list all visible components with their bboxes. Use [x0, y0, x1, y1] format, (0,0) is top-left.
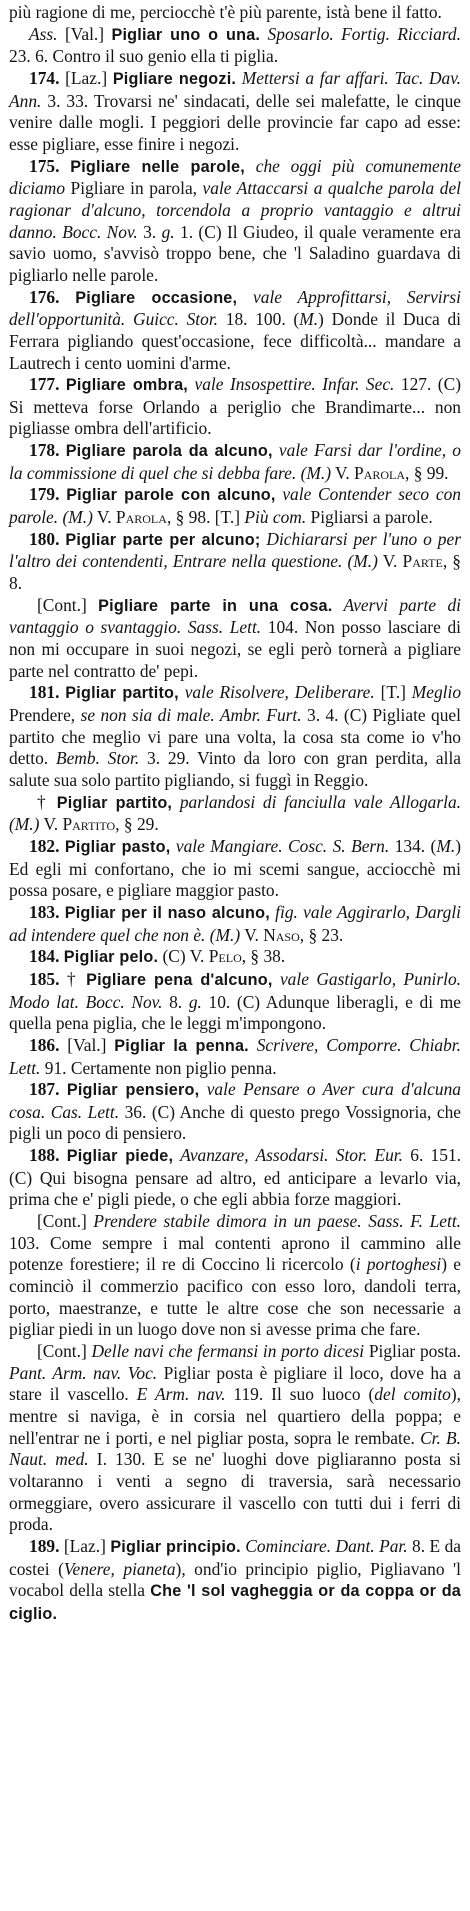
- entry-number: 180.: [29, 528, 60, 549]
- entry-text: Pigliare in parola,: [65, 178, 198, 199]
- entry-text: [Cont.]: [37, 1341, 92, 1362]
- italic-text: che oggi più comunemente diciamo: [9, 155, 461, 199]
- headword: Pigliare ombra,: [65, 376, 189, 395]
- entry-text: 6. 151. (C) Qui bisogna pensare ad altro, ed anticipare a levarlo via, prima che e' pigli piede, o che egli abbia forze maggiori.: [9, 1145, 461, 1210]
- entry-text: 3.: [137, 221, 162, 242]
- entry-text: (C) V.: [158, 946, 209, 967]
- entry-text: Pigliar posta è pigliare il loco, dove ha a stare il vascello.: [9, 1362, 462, 1405]
- entry-text: Pigliarsi a parole.: [306, 507, 433, 528]
- entry-text: [59, 287, 75, 307]
- entry-paragraph: [9, 1536, 461, 1626]
- entry-paragraph: [9, 484, 461, 528]
- entry-text: 127. (C) Si metteva forse Orlando a periglio che Brandimarte... non pigliasse ombra dell'artificio.: [9, 374, 461, 439]
- entry-paragraph: [9, 68, 461, 156]
- entry-paragraph: [9, 969, 461, 1035]
- entry-text: V.: [39, 814, 63, 835]
- headword: Che 'l sol vagheggia or da coppa or da ciglio.: [9, 1582, 461, 1623]
- italic-text: parlandosi di fanciulla vale Allogarla. (M.): [9, 791, 462, 835]
- entry-paragraph: [9, 836, 461, 902]
- italic-text: Più com.: [244, 507, 307, 528]
- headword: Pigliar uno o una.: [111, 25, 261, 44]
- entry-number: 183.: [29, 901, 60, 922]
- entry-number: 185.: [29, 968, 60, 989]
- entry-text: ) e cominciò il commerzio pacifico con esso loro, dandoli terra, porto, maestranze, e tutte le altre cose che son necessarie a pigliar piedi in un luogo dove non si avesse prima che fare.: [9, 1254, 462, 1340]
- entry-text: [Laz.]: [59, 1535, 111, 1556]
- entry-number: 189.: [29, 1535, 60, 1556]
- entry-number: 188.: [29, 1145, 60, 1166]
- entry-paragraph: [9, 792, 461, 836]
- entry-number: 178.: [29, 440, 60, 461]
- entry-text: ), mentre si naviga, è in corsia nel quartiero della poppa; e nell'entrar ne i porti, e nel pigliar posta, sopra le rembate.: [9, 1384, 461, 1448]
- entry-number: 176.: [29, 286, 60, 307]
- entry-paragraph: [9, 1079, 461, 1145]
- italic-text: fig. vale Aggirarlo, Dargli ad intendere quel che non è. (M.): [9, 901, 462, 945]
- italic-text: Delle navi che fermansi in porto dicesi: [91, 1341, 365, 1362]
- entry-text: 1. (C) Il Giudeo, il quale veramente era savio uomo, s'avvisò troppo bene, che 'l Saladino guardava di pigliarlo nelle parole.: [9, 221, 462, 285]
- entry-text: [Cont.]: [37, 1211, 94, 1232]
- headword: Pigliar pasto,: [64, 837, 171, 856]
- entry-paragraph: [9, 529, 461, 595]
- headword: Pigliar partito,: [65, 684, 179, 703]
- entry-text: , § 8.: [9, 551, 461, 594]
- entry-text: 3. 33. Trovarsi ne' sindacati, delle sei malefatte, le cinque venire dalle mogli. I peggiori delle provincie far capo ad esse: esse pigliare, esse finire i negozi.: [9, 90, 461, 154]
- entry-paragraph: [9, 902, 461, 946]
- entry-paragraph: [9, 1035, 461, 1079]
- entry-text: 10. (C) Adunque liberagli, e di me quella pena piglia, che le leggi m'impongono.: [9, 991, 461, 1034]
- entry-paragraph: [9, 682, 461, 791]
- entry-paragraph: [9, 1341, 461, 1536]
- entry-text: 3. 29. Vinto da loro con gran perdita, alla salute sua solo partito pigliando, si fuggì in Reggio.: [9, 748, 461, 790]
- entry-number: 175.: [29, 155, 60, 176]
- italic-text: M.: [299, 309, 319, 330]
- entry-text: , § 38.: [241, 946, 286, 967]
- entry-number: 177.: [29, 374, 60, 395]
- cross-reference: Partito: [62, 814, 116, 835]
- italic-text: vale Insospettire. Infar. Sec.: [188, 374, 395, 395]
- entry-text: V.: [330, 462, 355, 483]
- entry-text: †: [37, 791, 57, 812]
- entry-text: [59, 1079, 66, 1099]
- entry-text: [T.]: [374, 682, 412, 703]
- headword: Pigliare parola da alcuno,: [65, 442, 273, 461]
- italic-text: vale Pensare o Aver cura d'alcuna cosa. Cas. Lett.: [9, 1079, 461, 1122]
- entry-text: 103. Come sempre i mal contenti aprono il cammino alle potenze forestiere; il re di Coccino li ricercolo (: [9, 1232, 461, 1275]
- entry-text: 134. (: [389, 835, 437, 856]
- headword: Pigliare parte in una cosa.: [98, 596, 333, 615]
- headword: Pigliar parte per alcuno;: [65, 530, 261, 549]
- entry-text: ), ond'io principio piglio, Pigliavano 'l vocabol della stella: [9, 1558, 461, 1601]
- entry-text: , § 99.: [405, 462, 449, 483]
- italic-text: Cr. B. Naut. med.: [9, 1427, 461, 1470]
- entry-text: 23. 6. Contro il suo genio ella ti piglia.: [9, 46, 279, 67]
- cross-reference: Parola: [354, 462, 406, 483]
- italic-text: Mettersi a far affari. Tac. Dav. Ann.: [9, 67, 462, 111]
- headword: Pigliare negozi.: [112, 69, 237, 88]
- entry-text: , § 98. [T.]: [166, 507, 245, 528]
- italic-text: Venere, pianeta: [63, 1558, 176, 1579]
- italic-text: vale Farsi dar l'ordine, o la commissione di quel che si debba fare. (M.): [9, 440, 462, 483]
- headword: Pigliar principio.: [110, 1537, 241, 1556]
- entry-paragraph: [9, 24, 461, 68]
- italic-text: Avervi parte di vantaggio o svantaggio. Sass. Lett.: [9, 594, 462, 638]
- entry-text: 119. Il suo luoco (: [225, 1384, 375, 1405]
- entry-text: V.: [240, 924, 264, 945]
- italic-text: Scrivere, Comporre. Chiabr. Lett.: [9, 1034, 461, 1078]
- entry-paragraph: [9, 946, 461, 969]
- italic-text: vale Risolvere, Deliberare.: [178, 682, 375, 703]
- entry-paragraph: [9, 1145, 461, 1211]
- entry-text: , § 23.: [299, 924, 344, 945]
- entry-text: più ragione di me, perciocchè t'è più parente, istà bene il fatto.: [9, 2, 442, 22]
- cross-reference: Pelo: [208, 946, 242, 967]
- italic-text: Cominciare. Dant. Par.: [240, 1535, 408, 1556]
- italic-text: se non sia di male. Ambr. Furt.: [80, 705, 302, 725]
- headword: Pigliar piede,: [66, 1147, 174, 1166]
- entry-paragraph: [9, 2, 461, 24]
- italic-text: vale Approfittarsi, Servirsi dell'opportunità. Guicc. Stor.: [9, 286, 461, 330]
- entry-number: 187.: [29, 1079, 60, 1100]
- cross-reference: Parola: [115, 507, 167, 528]
- entry-number: 174.: [29, 67, 60, 88]
- entry-number: 182.: [29, 835, 60, 856]
- headword: Pigliar per il naso alcuno,: [64, 903, 270, 922]
- italic-text: Prendere stabile dimora in un paese. Sass. F. Lett.: [93, 1211, 461, 1232]
- headword: Pigliar pensiero,: [66, 1081, 200, 1100]
- italic-text: vale Gastigarlo, Punirlo. Modo lat. Bocc. Nov.: [9, 968, 462, 1012]
- entry-text: Pigliar posta.: [364, 1341, 461, 1362]
- entry-text: 8. E da costei (: [9, 1535, 462, 1579]
- cross-reference: Naso: [263, 924, 300, 945]
- entry-text: [Val.]: [57, 23, 112, 44]
- headword: Pigliare occasione,: [75, 288, 238, 307]
- headword: Pigliar parole con alcuno,: [66, 486, 276, 505]
- italic-text: Ass.: [29, 23, 58, 44]
- headword: Pigliar la penna.: [114, 1036, 249, 1055]
- entry-text: [59, 156, 70, 176]
- entry-number: 179.: [29, 484, 60, 505]
- entry-text: 8.: [162, 991, 189, 1012]
- headword: Pigliare pena d'alcuno,: [86, 970, 273, 989]
- italic-text: g.: [161, 221, 175, 242]
- entry-text: V.: [377, 551, 403, 572]
- entry-text: [Laz.]: [59, 67, 113, 88]
- entry-text: 3. 4. (C) Pigliate quel partito che meglio vi pare una volta, la cosa sta come io v'ho detto.: [9, 705, 461, 769]
- italic-text: Bemb. Stor.: [55, 748, 140, 769]
- italic-text: vale Mangiare. Cosc. S. Bern.: [170, 835, 390, 856]
- entry-text: [Val.]: [59, 1034, 115, 1055]
- entry-paragraph: [9, 440, 461, 484]
- entry-text: ) Ed egli mi confortano, che io mi scemi sangue, acciocchè mi possa posare, e pigliare maggior pasto.: [9, 835, 461, 901]
- italic-text: Pant. Arm. nav. Voc.: [9, 1362, 158, 1383]
- italic-text: M.: [436, 835, 456, 856]
- entry-text: [Cont.]: [37, 594, 99, 615]
- headword: Pigliare nelle parole,: [70, 157, 245, 176]
- entry-paragraph: [9, 595, 461, 683]
- entry-text: 104. Non posso lasciare di non mi occupare in suoi negozi, se egli però tornerà a pigliare parte nel contratto de' pepi.: [9, 617, 461, 681]
- entry-number: 181.: [29, 682, 60, 703]
- italic-text: vale Contender seco con parole. (M.): [9, 484, 461, 528]
- entry-text: †: [59, 968, 87, 989]
- entry-number: 184.: [29, 946, 60, 967]
- entry-text: ) Donde il Duca di Ferrara pigliando quest'occasione, fece difficoltà... mandare a Lautrech i cento uomini d'arme.: [9, 309, 462, 373]
- entry-text: 36. (C) Anche di questo prego Vossignoria, che pigli un poco di pensiero.: [9, 1101, 461, 1144]
- headword: Pigliar partito,: [56, 793, 173, 812]
- entry-text: [59, 1145, 66, 1165]
- entry-text: I. 130. E se ne' luoghi dove pigliaranno posta si voltaranno i venti a segno di traversia, sarà necessario ormeggiare, overo assicurare il vascello con tutti dui i ferri di proda.: [9, 1449, 462, 1535]
- entry-text: , § 29.: [115, 814, 159, 835]
- headword: Pigliar pelo.: [63, 948, 159, 967]
- entry-paragraph: [9, 287, 461, 375]
- italic-text: Dichiararsi per l'uno o per l'altro dei contendenti, Entrare nella questione. (M.): [9, 528, 461, 572]
- cross-reference: Parte: [402, 551, 443, 572]
- italic-text: i portoghesi: [355, 1254, 442, 1275]
- italic-text: Avanzare, Assodarsi. Stor. Eur.: [173, 1145, 403, 1166]
- entry-text: V.: [92, 507, 116, 528]
- entry-paragraph: [9, 156, 461, 287]
- entry-text: Prendere,: [9, 705, 81, 725]
- italic-text: del comito: [374, 1384, 451, 1405]
- entry-paragraph: [9, 374, 461, 440]
- italic-text: Sposarlo. Fortig. Ricciard.: [260, 23, 461, 44]
- italic-text: vale Attaccarsi a qualche parola del ragionar d'alcuno, torcendola a proprio vantaggio e altrui danno. Bocc. Nov.: [9, 178, 461, 242]
- entry-text: 18. 100. (: [218, 309, 300, 330]
- entry-paragraph: [9, 1211, 461, 1341]
- italic-text: Meglio: [411, 682, 462, 703]
- entry-number: 186.: [29, 1034, 60, 1055]
- italic-text: E Arm. nav.: [136, 1384, 226, 1405]
- italic-text: g.: [188, 991, 202, 1012]
- entry-text: 91. Certamente non piglio penna.: [40, 1057, 277, 1078]
